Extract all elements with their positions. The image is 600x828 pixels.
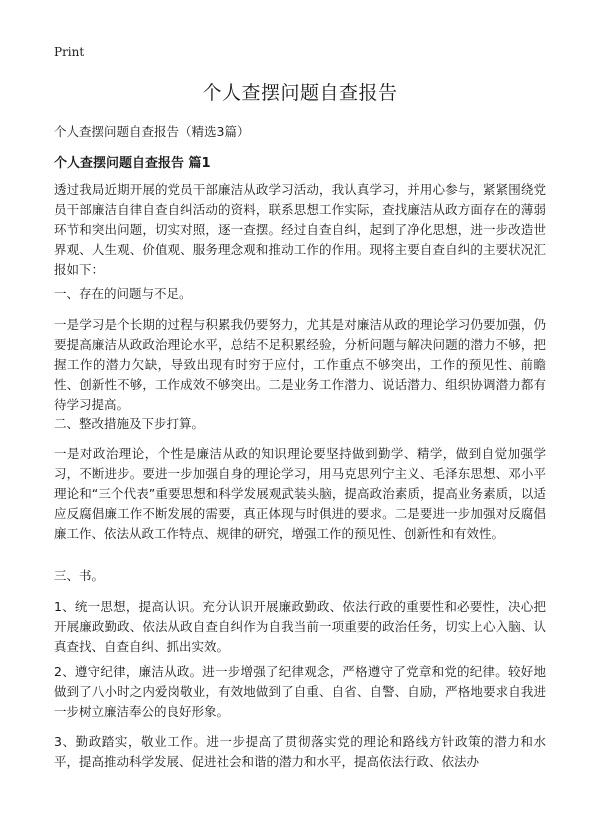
paragraph-heading-three: 三、书。 — [54, 568, 105, 583]
paragraph-item-1: 1、统一思想，提高认识。充分认识开展廉政勤政、依法行政的重要性和必要性，决心把开展廉政勤政、依法从政自查自纠作为自我当前一项重要的政治任务，切实上心入脑、认真查找、自查自纠、抓出实效。 — [54, 599, 546, 654]
paragraph-intro: 透过我局近期开展的党员干部廉洁从政学习活动，我认真学习，并用心参与，紧紧围绕党员干部廉洁自律自查自纠活动的资料，联系思想工作实际，查找廉洁从政方面存在的薄弱环节和突出问题，切实对照，逐一查摆。经过自查自纠，起到了净化思想，进一步改造世界观、人生观、价值观、服务理念观和推动工作的作用。现将主要自查自纠的主要状况汇报如下： — [54, 182, 546, 277]
paragraph-heading-problems: 一、存在的问题与不足。 — [54, 286, 192, 301]
paragraph-heading-measures: 二、整改措施及下步打算。 — [54, 416, 205, 431]
paragraph-problems: 一是学习是个长期的过程与积累我仍要努力，尤其是对廉洁从政的理论学习仍要加强，仍要提高廉洁从政政治理论水平，总结不足积累经验，分析问题与解决问题的潜力不够，把握工作的潜力欠缺，导致出现有时穷于应付，工作重点不够突出，工作的预见性、前瞻性、创新性不够，工作成效不够突出。二是业务工作潜力、说话潜力、组织协调潜力都有待学习提高。 — [54, 317, 546, 412]
paragraph-measures: 一是对政治理论，个性是廉洁从政的知识理论要坚持做到勤学、精学，做到自觉加强学习，不断进步。要进一步加强自身的理论学习，用马克思列宁主义、毛泽东思想、邓小平理论和“三个代表”重要思想和科学发展观武装头脑，提高政治素质，提高业务素质，以适应反腐倡廉工作不断发展的需要，真正体现与时俱进的要求。二是要进一步加强对反腐倡廉工作、依法从政工作特点、规律的研究，增强工作的预见性、创新性和有效性。 — [54, 446, 546, 541]
document-title: 个人查摆问题自查报告 — [202, 82, 398, 104]
print-link[interactable]: Print — [54, 45, 85, 59]
document-subtitle: 个人查摆问题自查报告（精选3篇） — [54, 124, 250, 139]
paragraph-item-3: 3、勤政踏实，敬业工作。进一步提高了贯彻落实党的理论和路线方针政策的潜力和水平，提高推动科学发展、促进社会和谐的潜力和水平，提高依法行政、依法办 — [54, 734, 546, 769]
section-heading: 个人查摆问题自查报告 篇1 — [54, 156, 211, 171]
paragraph-item-2: 2、遵守纪律，廉洁从政。进一步增强了纪律观念，严格遵守了党章和党的纪律。较好地做到了八小时之内爱岗敬业，有效地做到了自重、自省、自警、自励，严格地要求自我进一步树立廉洁奉公的良好形象。 — [54, 664, 546, 719]
